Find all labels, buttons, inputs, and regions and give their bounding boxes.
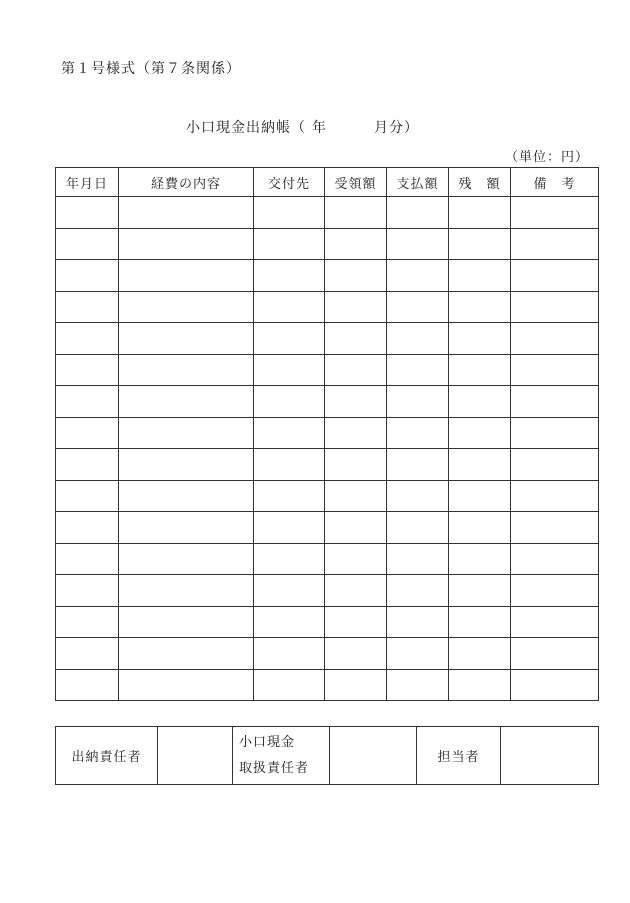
cell-recipient[interactable] — [254, 291, 325, 323]
column-header-received: 受領額 — [325, 168, 387, 197]
cell-date[interactable] — [56, 197, 119, 229]
cell-paid[interactable] — [387, 543, 449, 575]
column-header-recipient: 交付先 — [254, 168, 325, 197]
cell-expense-description[interactable] — [119, 228, 254, 260]
cell-paid[interactable] — [387, 386, 449, 418]
cell-expense-description[interactable] — [119, 669, 254, 701]
cell-recipient[interactable] — [254, 449, 325, 481]
cell-balance[interactable] — [449, 228, 511, 260]
cell-paid[interactable] — [387, 669, 449, 701]
cell-remarks[interactable] — [511, 480, 599, 512]
cell-received[interactable] — [325, 669, 387, 701]
cell-paid[interactable] — [387, 638, 449, 670]
title-month-label: 月分） — [374, 120, 419, 136]
petty-cash-manager-line2: 取扱責任者 — [239, 760, 310, 776]
table-row — [56, 197, 599, 229]
table-row — [56, 543, 599, 575]
person-in-charge-label: 担当者 — [417, 727, 501, 785]
cell-balance[interactable] — [449, 449, 511, 481]
cell-expense-description[interactable] — [119, 354, 254, 386]
cell-balance[interactable] — [449, 512, 511, 544]
cell-date[interactable] — [56, 386, 119, 418]
signature-table — [55, 726, 599, 785]
petty-cash-manager-label — [233, 727, 330, 785]
cell-paid[interactable] — [387, 606, 449, 638]
person-in-charge-signature-box[interactable] — [501, 727, 599, 785]
cell-expense-description[interactable] — [119, 386, 254, 418]
cell-balance[interactable] — [449, 669, 511, 701]
cell-paid[interactable] — [387, 480, 449, 512]
cell-date[interactable] — [56, 638, 119, 670]
cell-expense-description[interactable] — [119, 638, 254, 670]
cell-remarks[interactable] — [511, 260, 599, 292]
cell-balance[interactable] — [449, 323, 511, 355]
cell-date[interactable] — [56, 512, 119, 544]
cell-recipient[interactable] — [254, 386, 325, 418]
cell-remarks[interactable] — [511, 449, 599, 481]
cell-remarks[interactable] — [511, 323, 599, 355]
cell-remarks[interactable] — [511, 512, 599, 544]
cashier-label: 出納責任者 — [56, 727, 158, 785]
cell-balance[interactable] — [449, 638, 511, 670]
cell-expense-description[interactable] — [119, 480, 254, 512]
cell-paid[interactable] — [387, 417, 449, 449]
cell-date[interactable] — [56, 480, 119, 512]
cell-paid[interactable] — [387, 291, 449, 323]
cell-recipient[interactable] — [254, 354, 325, 386]
cell-recipient[interactable] — [254, 575, 325, 607]
cell-received[interactable] — [325, 480, 387, 512]
ledger-header-row — [56, 168, 599, 197]
cell-date[interactable] — [56, 323, 119, 355]
cell-expense-description[interactable] — [119, 543, 254, 575]
ledger-body — [56, 197, 599, 701]
cell-remarks[interactable] — [511, 291, 599, 323]
cell-remarks[interactable] — [511, 417, 599, 449]
cell-expense-description[interactable] — [119, 291, 254, 323]
cell-paid[interactable] — [387, 575, 449, 607]
cell-expense-description[interactable] — [119, 323, 254, 355]
cell-recipient[interactable] — [254, 512, 325, 544]
cell-remarks[interactable] — [511, 228, 599, 260]
cell-balance[interactable] — [449, 386, 511, 418]
petty-cash-manager-signature-box[interactable] — [330, 727, 417, 785]
cell-received[interactable] — [325, 606, 387, 638]
cell-date[interactable] — [56, 449, 119, 481]
cell-date[interactable] — [56, 575, 119, 607]
table-row — [56, 575, 599, 607]
cell-expense-description[interactable] — [119, 512, 254, 544]
cell-recipient[interactable] — [254, 260, 325, 292]
cell-remarks[interactable] — [511, 575, 599, 607]
cell-date[interactable] — [56, 606, 119, 638]
column-header-expense-description: 経費の内容 — [119, 168, 254, 197]
cell-received[interactable] — [325, 417, 387, 449]
cell-paid[interactable] — [387, 260, 449, 292]
cell-date[interactable] — [56, 260, 119, 292]
table-row — [56, 512, 599, 544]
cell-date[interactable] — [56, 417, 119, 449]
cell-recipient[interactable] — [254, 543, 325, 575]
cell-recipient[interactable] — [254, 606, 325, 638]
cell-expense-description[interactable] — [119, 417, 254, 449]
cell-received[interactable] — [325, 638, 387, 670]
cell-received[interactable] — [325, 512, 387, 544]
table-row — [56, 417, 599, 449]
table-row — [56, 260, 599, 292]
column-header-remarks: 備 考 — [511, 168, 599, 197]
cell-recipient[interactable] — [254, 417, 325, 449]
cell-received[interactable] — [325, 323, 387, 355]
cell-balance[interactable] — [449, 197, 511, 229]
unit-label: （単位：円） — [505, 150, 590, 165]
cell-remarks[interactable] — [511, 197, 599, 229]
document-title — [186, 117, 419, 137]
petty-cash-manager-line1: 小口現金 — [239, 734, 296, 750]
cell-date[interactable] — [56, 543, 119, 575]
table-row — [56, 638, 599, 670]
cell-paid[interactable] — [387, 228, 449, 260]
cell-received[interactable] — [325, 291, 387, 323]
cell-received[interactable] — [325, 386, 387, 418]
cell-received[interactable] — [325, 575, 387, 607]
cell-paid[interactable] — [387, 512, 449, 544]
cell-paid[interactable] — [387, 323, 449, 355]
cell-expense-description[interactable] — [119, 449, 254, 481]
cell-recipient[interactable] — [254, 638, 325, 670]
cell-balance[interactable] — [449, 291, 511, 323]
table-row — [56, 386, 599, 418]
cell-balance[interactable] — [449, 606, 511, 638]
cell-recipient[interactable] — [254, 228, 325, 260]
table-row — [56, 449, 599, 481]
cell-received[interactable] — [325, 543, 387, 575]
cell-expense-description[interactable] — [119, 260, 254, 292]
cell-balance[interactable] — [449, 260, 511, 292]
column-header-balance: 残 額 — [449, 168, 511, 197]
cash-ledger-table — [55, 167, 599, 701]
cell-paid[interactable] — [387, 197, 449, 229]
cell-balance[interactable] — [449, 575, 511, 607]
cell-expense-description[interactable] — [119, 197, 254, 229]
cell-recipient[interactable] — [254, 669, 325, 701]
table-row — [56, 606, 599, 638]
cell-date[interactable] — [56, 291, 119, 323]
cell-remarks[interactable] — [511, 386, 599, 418]
cell-recipient[interactable] — [254, 480, 325, 512]
cell-received[interactable] — [325, 449, 387, 481]
title-label: 小口現金出納帳（ — [186, 120, 306, 136]
cell-expense-description[interactable] — [119, 606, 254, 638]
cell-balance[interactable] — [449, 543, 511, 575]
cell-remarks[interactable] — [511, 354, 599, 386]
cell-date[interactable] — [56, 354, 119, 386]
cell-balance[interactable] — [449, 354, 511, 386]
cell-date[interactable] — [56, 669, 119, 701]
cell-expense-description[interactable] — [119, 575, 254, 607]
table-row — [56, 480, 599, 512]
table-row — [56, 291, 599, 323]
cashier-signature-box[interactable] — [158, 727, 233, 785]
cell-remarks[interactable] — [511, 606, 599, 638]
cell-received[interactable] — [325, 354, 387, 386]
cell-remarks[interactable] — [511, 638, 599, 670]
form-number: 第１号様式（第７条関係） — [61, 61, 241, 77]
column-header-date: 年月日 — [56, 168, 119, 197]
cell-balance[interactable] — [449, 480, 511, 512]
column-header-paid: 支払額 — [387, 168, 449, 197]
table-row — [56, 354, 599, 386]
cell-received[interactable] — [325, 228, 387, 260]
cell-remarks[interactable] — [511, 669, 599, 701]
cell-paid[interactable] — [387, 354, 449, 386]
cell-received[interactable] — [325, 260, 387, 292]
table-row — [56, 323, 599, 355]
cell-received[interactable] — [325, 197, 387, 229]
cell-balance[interactable] — [449, 417, 511, 449]
cell-date[interactable] — [56, 228, 119, 260]
cell-paid[interactable] — [387, 449, 449, 481]
table-row — [56, 228, 599, 260]
table-row — [56, 669, 599, 701]
cell-recipient[interactable] — [254, 323, 325, 355]
title-year-label: 年 — [312, 120, 327, 136]
cell-remarks[interactable] — [511, 543, 599, 575]
cell-recipient[interactable] — [254, 197, 325, 229]
